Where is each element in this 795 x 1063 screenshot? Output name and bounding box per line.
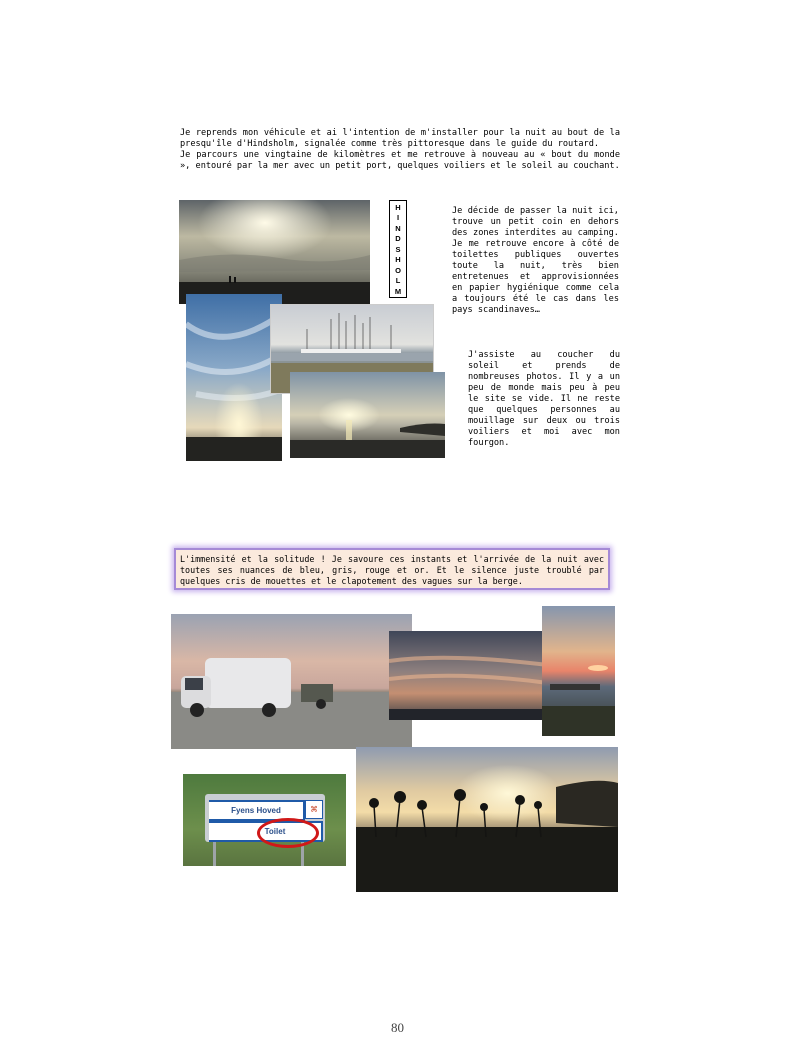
paragraph-night-spot: Je décide de passer la nuit ici, trouve un petit coin en dehors des zones interdites au camping. Je me retrouve encore à côté de toilettes publiques ouvertes toute la nuit, très bien entretenues et approvisionnées en papier hygiénique comme cela a toujours été le cas dans les pays scandinaves… (452, 206, 619, 315)
vertical-letter: D (395, 234, 401, 243)
paragraph-sunset: J'assiste au coucher du soleil et prends de nombreuses photos. Il y a un peu de monde mais peu à peu le site se vide. Il ne reste que quelques personnes au mouillage sur deux ou trois voiliers et moi avec mon fourgon. (468, 350, 620, 448)
sign-clover-icon: ⌘ (305, 800, 323, 819)
photo-dusk-clouds (389, 631, 548, 720)
vertical-letter: H (395, 255, 401, 264)
photo-silhouette-sunset (356, 747, 618, 892)
photo-camper-van (171, 614, 412, 749)
vertical-letter: M (394, 286, 402, 296)
intro-paragraph-1: Je reprends mon véhicule et ai l'intention de m'installer pour la nuit au bout de la presqu'île d'Hindsholm, signalée comme très pittoresque dans le guide du routard. (180, 128, 620, 149)
sign-top-label: Fyens Hoved (231, 806, 281, 815)
vertical-letter: L (395, 276, 401, 285)
vertical-letter: S (395, 244, 401, 254)
red-highlight-circle (257, 818, 319, 848)
sign-bottom-label: Toilet (264, 827, 286, 836)
page-number: 80 (391, 1020, 404, 1035)
photo-coast-sunset (179, 200, 370, 304)
highlighted-quote-box (174, 548, 610, 590)
photo-sun-over-water (290, 372, 445, 458)
photo-road-sign (183, 774, 346, 866)
vertical-letter: H (395, 202, 401, 212)
vertical-letter: O (395, 265, 401, 275)
quote-text: L'immensité et la solitude ! Je savoure ces instants et l'arrivée de la nuit avec toutes ses nuances de bleu, gris, rouge et or. Et le silence juste troublé par quelques cris de mouettes et le clapotement des vagues sur la berge. (180, 554, 604, 586)
vertical-place-label (389, 200, 407, 298)
vertical-letter: N (395, 223, 401, 233)
photo-sky-portrait (186, 294, 282, 461)
photo-sunset-narrow (542, 606, 615, 736)
intro-text (180, 128, 620, 172)
vertical-letter: I (396, 213, 400, 222)
intro-paragraph-2: Je parcours une vingtaine de kilomètres et me retrouve à nouveau au « bout du monde », entouré par la mer avec un petit port, quelques voiliers et le soleil au couchant. (180, 150, 620, 171)
